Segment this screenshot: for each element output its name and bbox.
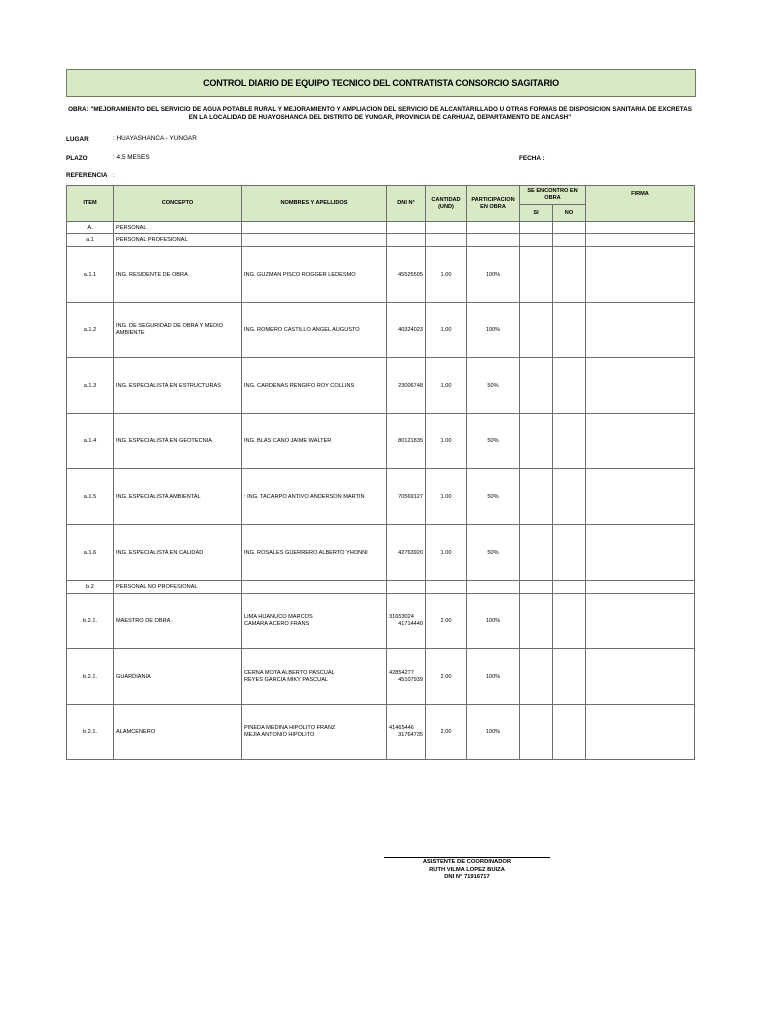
cantidad-cell: 1.00: [426, 303, 467, 358]
item-cell: a.1.2: [67, 303, 114, 358]
nombre-cell: ING. BLAS CANO JAIME WALTER: [242, 414, 387, 469]
dni-cell: 42763920: [387, 525, 426, 581]
si-checkbox-cell[interactable]: [520, 525, 553, 581]
table-row: [67, 525, 695, 581]
plazo-label: PLAZO: [66, 155, 88, 162]
item-cell: b.2: [67, 581, 114, 594]
concepto-cell: ALAMCENERO: [114, 705, 242, 760]
concepto-cell: ING. RESIDENTE DE OBRA: [114, 247, 242, 303]
table-row: [67, 303, 695, 358]
firma-cell[interactable]: [586, 649, 695, 705]
item-cell: b.2.1.: [67, 705, 114, 760]
firma-cell[interactable]: [586, 525, 695, 581]
participacion-cell: 50%: [467, 414, 520, 469]
signature-dni: DNI N° 71916717: [444, 874, 490, 880]
no-checkbox-cell[interactable]: [553, 705, 586, 760]
no-checkbox-cell[interactable]: [553, 469, 586, 525]
si-checkbox-cell[interactable]: [520, 303, 553, 358]
lugar-label: LUGAR: [66, 136, 89, 143]
no-checkbox-cell[interactable]: [553, 247, 586, 303]
concepto-cell: MAESTRO DE OBRA: [114, 594, 242, 649]
cantidad-cell: 1.00: [426, 358, 467, 414]
item-cell: b.2.1.: [67, 594, 114, 649]
participacion-cell: 50%: [467, 358, 520, 414]
lugar-value: : HUAYASHANCA - YUNGAR: [113, 135, 197, 142]
obra-line-1: OBRA: "MEJORAMIENTO DEL SERVICIO DE AGUA POTABLE RURAL Y MEJORAMIENTO Y AMPLIACION DEL SERVICIO DE ALCANTARILLADO U OTRAS FORMAS DE DISPOSICION SANITARIA DE EXCRETAS: [68, 106, 692, 113]
no-checkbox-cell[interactable]: [553, 414, 586, 469]
document-title-box: [66, 69, 696, 97]
header-firma: FIRMA: [586, 186, 695, 222]
no-checkbox-cell[interactable]: [553, 594, 586, 649]
cantidad-cell: 1.00: [426, 469, 467, 525]
nombre-cell: ING. ROSALES GUERRERO ALBERTO YHONNI: [242, 525, 387, 581]
fecha-label: FECHA :: [519, 155, 545, 162]
nombre-cell: ING. CARDENAS RENGIFO ROY COLLINS: [242, 358, 387, 414]
header-no: NO: [553, 205, 586, 222]
table-row: [67, 469, 695, 525]
header-nombres: NOMBRES Y APELLIDOS: [242, 186, 387, 222]
dni-cell: 41465446 31764735: [387, 705, 426, 760]
dni-cell: 40324023: [387, 303, 426, 358]
cantidad-cell: 1.00: [426, 525, 467, 581]
table-row: [67, 234, 695, 247]
si-checkbox-cell[interactable]: [520, 469, 553, 525]
participacion-cell: 100%: [467, 649, 520, 705]
table-row: [67, 247, 695, 303]
cantidad-cell: 2.00: [426, 705, 467, 760]
concepto-cell: GUARDIANIA: [114, 649, 242, 705]
item-cell: b.2.1.: [67, 649, 114, 705]
si-checkbox-cell[interactable]: [520, 414, 553, 469]
concepto-cell: ING. ESPECIALISTA EN CALIDAD: [114, 525, 242, 581]
document-title: CONTROL DIARIO DE EQUIPO TECNICO DEL CONTRATISTA CONSORCIO SAGITARIO: [203, 78, 559, 88]
dni-cell: 45525505: [387, 247, 426, 303]
concepto-cell: PERSONAL PROFESIONAL: [114, 234, 242, 247]
nombre-cell: CERNA MOTA ALBERTO PASCUAL REYES GARCIA MIKY PASCUAL: [242, 649, 387, 705]
header-se-encontro: SE ENCONTRO EN OBRA: [520, 186, 586, 205]
participacion-cell: 50%: [467, 469, 520, 525]
no-checkbox-cell[interactable]: [553, 358, 586, 414]
table-row: [67, 414, 695, 469]
equipment-control-table: [66, 185, 695, 760]
dni-cell: 80121835: [387, 414, 426, 469]
firma-cell[interactable]: [586, 705, 695, 760]
firma-cell[interactable]: [586, 303, 695, 358]
table-row: [67, 222, 695, 234]
item-cell: a.1.3: [67, 358, 114, 414]
concepto-cell: ING. DE SEGURIDAD DE OBRA Y MEDIO AMBIENTE: [114, 303, 242, 358]
table-row: [67, 594, 695, 649]
header-concepto: CONCEPTO: [114, 186, 242, 222]
firma-cell[interactable]: [586, 358, 695, 414]
nombre-cell: ING. ROMERO CASTILLO ANGEL AUGUSTO: [242, 303, 387, 358]
header-participacion: PARTICIPACION EN OBRA: [467, 186, 520, 222]
item-cell: a.1.4: [67, 414, 114, 469]
participacion-cell: 100%: [467, 303, 520, 358]
cantidad-cell: 2.00: [426, 594, 467, 649]
no-checkbox-cell[interactable]: [553, 525, 586, 581]
si-checkbox-cell[interactable]: [520, 247, 553, 303]
firma-cell[interactable]: [586, 469, 695, 525]
dni-cell: 70569127: [387, 469, 426, 525]
si-checkbox-cell[interactable]: [520, 358, 553, 414]
header-dni: DNI N°: [387, 186, 426, 222]
si-checkbox-cell[interactable]: [520, 649, 553, 705]
concepto-cell: PERSONAL: [114, 222, 242, 234]
no-checkbox-cell[interactable]: [553, 303, 586, 358]
nombre-cell: : ING. TACARPO ANTIVO ANDERSON MARTIN: [242, 469, 387, 525]
concepto-cell: ING. ESPECIALISTA EN ESTRUCTURAS: [114, 358, 242, 414]
item-cell: a.1.5: [67, 469, 114, 525]
nombre-cell: ING. GUZMAN PISCO ROGGER LEDESMO: [242, 247, 387, 303]
si-checkbox-cell[interactable]: [520, 705, 553, 760]
cantidad-cell: 1.00: [426, 247, 467, 303]
table-row: [67, 581, 695, 594]
firma-cell[interactable]: [586, 594, 695, 649]
item-cell: a.1.6: [67, 525, 114, 581]
signature-role: ASISTENTE DE COORDINADOR: [422, 859, 512, 865]
item-cell: A.: [67, 222, 114, 234]
nombre-cell: PINEDA MEDINA HIPOLITO FRANZ MEJIA ANTONIO HIPOLITO: [242, 705, 387, 760]
participacion-cell: 100%: [467, 705, 520, 760]
header-cantidad: CANTIDAD (UND): [426, 186, 467, 222]
signature-name: RUTH VILMA LOPEZ BUIZA: [429, 866, 505, 873]
concepto-cell: ING. ESPECIALISTA EN GEOTECNIA: [114, 414, 242, 469]
cantidad-cell: 2.00: [426, 649, 467, 705]
dni-cell: 31653024 41714440: [387, 594, 426, 649]
table-row: [67, 358, 695, 414]
header-item: ITEM: [67, 186, 114, 222]
header-si: SI: [520, 205, 553, 222]
dni-cell: 23006748: [387, 358, 426, 414]
table-row: [67, 705, 695, 760]
participacion-cell: 100%: [467, 247, 520, 303]
si-checkbox-cell[interactable]: [520, 594, 553, 649]
obra-description: [66, 106, 694, 122]
item-cell: a.1: [67, 234, 114, 247]
obra-line-2: EN LA LOCALIDAD DE HUAYOSHANCA DEL DISTRITO DE YUNGAR, PROVINCIA DE CARHUAZ, DEPARTAMENTO DE ANCASH": [188, 114, 572, 121]
item-cell: a.1.1: [67, 247, 114, 303]
firma-cell[interactable]: [586, 247, 695, 303]
participacion-cell: 50%: [467, 525, 520, 581]
referencia-value: :: [113, 172, 115, 179]
referencia-label: REFERENCIA: [66, 172, 108, 179]
plazo-value: : 4.5 MESES: [113, 154, 150, 161]
nombre-cell: LIMA HUANUCO MARCOS CAMARA ACERO FRANS: [242, 594, 387, 649]
cantidad-cell: 1.00: [426, 414, 467, 469]
table-row: [67, 649, 695, 705]
no-checkbox-cell[interactable]: [553, 649, 586, 705]
concepto-cell: PERSONAL NO PROFESIONAL: [114, 581, 242, 594]
participacion-cell: 100%: [467, 594, 520, 649]
dni-cell: 42854277 45107939: [387, 649, 426, 705]
firma-cell[interactable]: [586, 414, 695, 469]
signature-block: [384, 857, 550, 882]
concepto-cell: ING. ESPECIALISTA AMBIENTAL: [114, 469, 242, 525]
